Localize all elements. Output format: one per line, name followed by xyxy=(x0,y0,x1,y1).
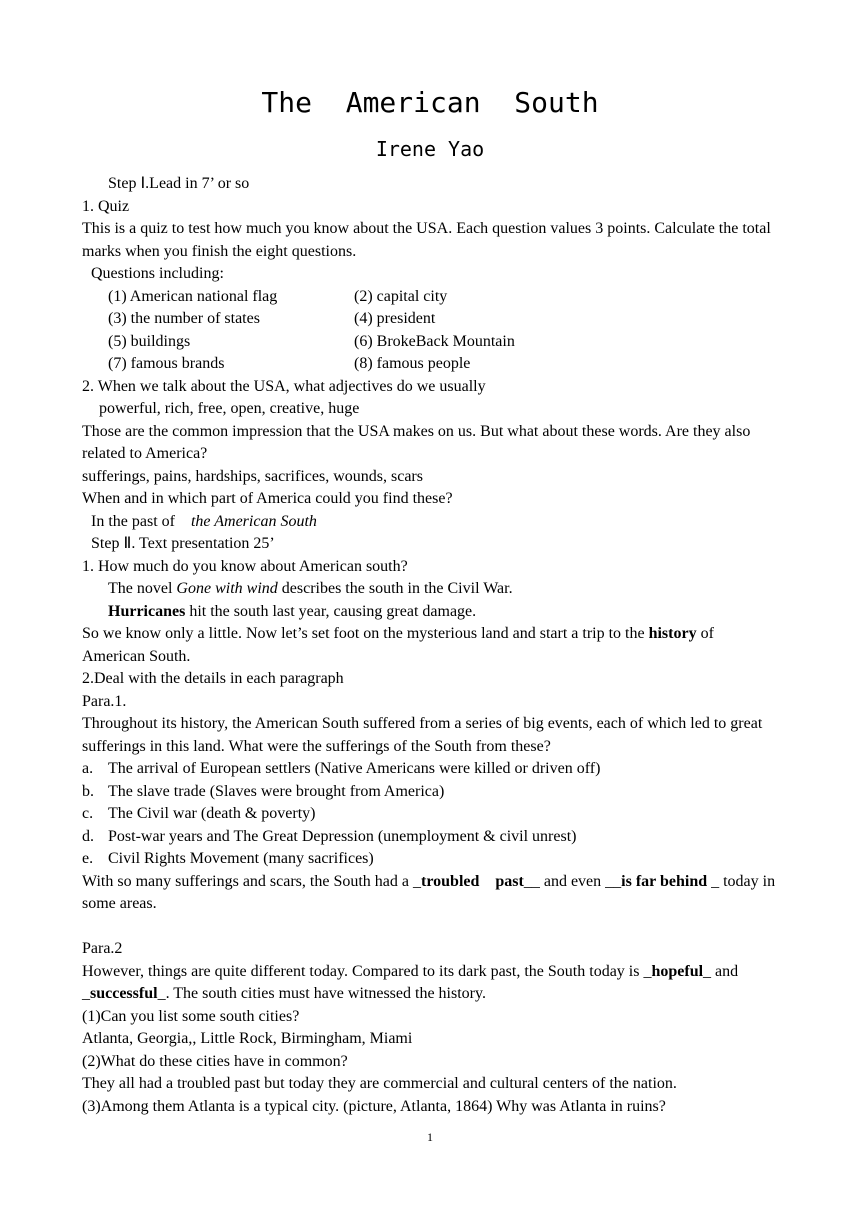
question-item: (4) president xyxy=(354,310,436,327)
question-item: (7) famous brands xyxy=(108,355,225,372)
document-body xyxy=(82,173,778,1118)
quiz-text: This is a quiz to test how much you know about the USA. Each question values 3 points. Calculate the total marks when you finish the eight questions. xyxy=(82,220,771,260)
blank-line xyxy=(82,916,778,939)
list-marker: d. xyxy=(82,827,94,845)
list-cities-question: (1)Can you list some south cities? xyxy=(82,1007,300,1025)
scars-mid: __ and even __ xyxy=(523,872,622,890)
list-text: Post-war years and The Great Depression (unemployment & civil unrest) xyxy=(108,827,577,845)
page-number: 1 xyxy=(427,1130,433,1144)
question-row xyxy=(82,286,778,309)
list-marker: c. xyxy=(82,805,94,822)
question-item: (8) famous people xyxy=(354,355,471,372)
scars-pre: With so many sufferings and scars, the South had a _ xyxy=(82,872,421,890)
list-text: The Civil war (death & poverty) xyxy=(108,805,316,822)
scars-answer-2: is far behind xyxy=(621,872,708,890)
scars-text xyxy=(82,871,778,916)
hurricanes-line xyxy=(82,601,778,624)
words-list: sufferings, pains, hardships, sacrifices, wounds, scars xyxy=(82,467,423,485)
list-text: The arrival of European settlers (Native Americans were killed or driven off) xyxy=(108,760,601,777)
novel-pre: The novel xyxy=(108,580,177,597)
para2-answer-1: hopeful xyxy=(651,962,704,980)
when-where-question: When and in which part of America could you find these? xyxy=(82,490,453,507)
common-answer: They all had a troubled past but today they are commercial and cultural centers of the nation. xyxy=(82,1075,677,1092)
past-prefix: In the past of xyxy=(91,512,175,530)
list-text: The slave trade (Slaves were brought from America) xyxy=(108,782,445,800)
list-item xyxy=(82,758,778,781)
question-row xyxy=(82,308,778,331)
list-text: Civil Rights Movement (many sacrifices) xyxy=(108,850,374,867)
scars-answer-1: troubled past xyxy=(421,872,524,890)
para2-pre: However, things are quite different today. Compared to its dark past, the South today is _ xyxy=(82,962,652,980)
novel-post: describes the south in the Civil War. xyxy=(277,580,513,597)
trip-pre: So we know only a little. Now let’s set foot on the mysterious land and start a trip to the xyxy=(82,625,649,642)
deal-heading: 2.Deal with the details in each paragraph xyxy=(82,670,344,687)
para2-post: _. The south cities must have witnessed the history. xyxy=(157,985,486,1002)
para1-label: Para.1. xyxy=(82,692,127,710)
para2-answer-2: successful xyxy=(90,985,158,1002)
how-much-question: 1. How much do you know about American south? xyxy=(82,557,408,575)
list-item xyxy=(82,826,778,849)
novel-title: Gone with wind xyxy=(176,580,278,597)
question-item: (1) American national flag xyxy=(108,287,278,305)
question-item: (5) buildings xyxy=(108,332,191,350)
step1-heading: Step Ⅰ.Lead in 7’ or so xyxy=(108,175,250,192)
past-answer: the American South xyxy=(190,512,317,530)
atlanta-question: (3)Among them Atlanta is a typical city. (picture, Atlanta, 1864) Why was Atlanta in ruins? xyxy=(82,1097,666,1115)
para2-label: Para.2 xyxy=(82,940,123,957)
cities-answer: Atlanta, Georgia,, Little Rock, Birmingham, Miami xyxy=(82,1030,413,1047)
question-item: (2) capital city xyxy=(354,287,448,305)
question-row xyxy=(82,353,778,376)
author-name: Irene Yao xyxy=(375,137,485,161)
question-row xyxy=(82,331,778,354)
hurricanes-bold: Hurricanes xyxy=(108,602,186,620)
quiz-heading: 1. Quiz xyxy=(82,197,130,215)
para2-text xyxy=(82,961,778,1006)
scars-post: _ today in some areas. xyxy=(82,872,776,912)
list-item xyxy=(82,848,778,871)
questions-label: Questions including: xyxy=(91,265,224,282)
page-title: The American South xyxy=(261,86,599,119)
question-item: (6) BrokeBack Mountain xyxy=(354,332,515,350)
step2-heading: Step Ⅱ. Text presentation 25’ xyxy=(91,535,275,552)
list-item xyxy=(82,803,778,826)
trip-post: of American South. xyxy=(82,625,714,665)
adjectives-answer: powerful, rich, free, open, creative, huge xyxy=(99,400,360,417)
past-answer-line xyxy=(82,511,778,534)
para1-text: Throughout its history, the American South suffered from a series of big events, each of which led to great sufferings in this land. What were the sufferings of the South from these? xyxy=(82,715,763,755)
hurricanes-post: hit the south last year, causing great damage. xyxy=(185,602,477,620)
common-question: (2)What do these cities have in common? xyxy=(82,1052,348,1070)
impression-text: Those are the common impression that the USA makes on us. But what about these words. Are they also related to America? xyxy=(82,422,751,462)
para2-mid: _ and _ xyxy=(82,962,739,1002)
novel-line xyxy=(82,578,778,601)
adjectives-question: 2. When we talk about the USA, what adjectives do we usually xyxy=(82,377,486,395)
list-marker: a. xyxy=(82,760,94,777)
trip-bold: history xyxy=(648,625,697,642)
trip-text xyxy=(82,623,778,668)
question-item: (3) the number of states xyxy=(108,310,260,327)
list-item xyxy=(82,781,778,804)
list-marker: e. xyxy=(82,850,94,867)
list-marker: b. xyxy=(82,782,94,800)
